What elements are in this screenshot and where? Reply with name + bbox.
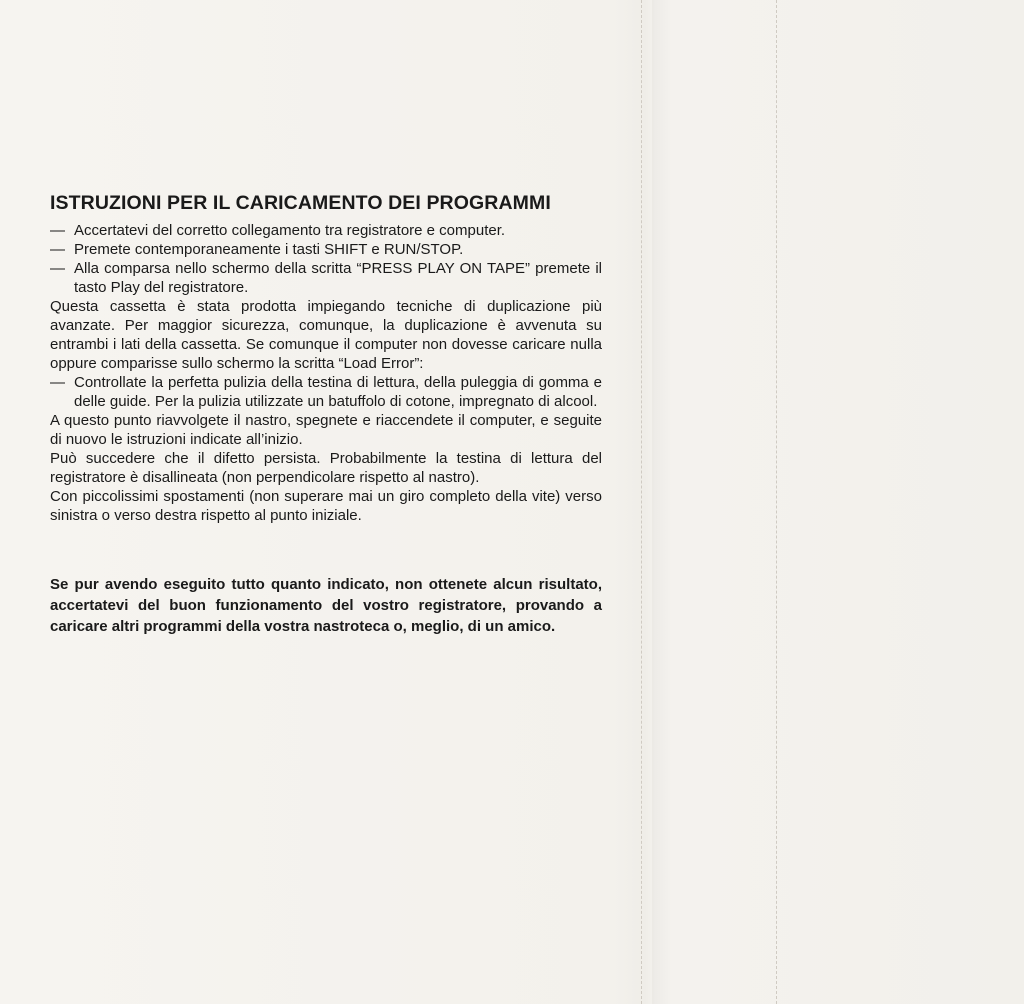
dash-marker: — xyxy=(50,241,65,258)
list-item xyxy=(50,373,602,411)
step-press-play: Alla comparsa nello schermo della scritta “PRESS PLAY ON TAPE” premete il tasto Play del registratore. xyxy=(74,260,602,296)
instructions-panel xyxy=(50,192,602,652)
instructions-heading: ISTRUZIONI PER IL CARICAMENTO DEI PROGRAMMI xyxy=(50,192,551,214)
paragraph-defect: Può succedere che il difetto persista. Probabilmente la testina di lettura del registratore è disallineata (non perpendicolare rispetto al nastro). xyxy=(50,450,602,486)
step-connect: Accertatevi del corretto collegamento tra registratore e computer. xyxy=(74,222,506,239)
step-cleaning: Controllate la perfetta pulizia della testina di lettura, della puleggia di gomma e delle guide. Per la pulizia utilizzate un batuffolo di cotone, impregnato di alcool. xyxy=(74,374,602,410)
paragraph-rewind: A questo punto riavvolgete il nastro, spegnete e riaccendete il computer, e seguite di nuovo le istruzioni indicate all’inizio. xyxy=(50,412,602,448)
fold-line-right xyxy=(776,0,777,1004)
dash-marker: — xyxy=(50,374,65,391)
list-item xyxy=(50,221,602,240)
paragraph-adjust: Con piccolissimi spostamenti (non superare mai un giro completo della vite) verso sinistra o verso destra rispetto al punto iniziale. xyxy=(50,488,602,524)
fold-line-left xyxy=(641,0,642,1004)
step-shift-runstop: Premete contemporaneamente i tasti SHIFT e RUN/STOP. xyxy=(74,241,464,258)
panel-shadow xyxy=(652,0,672,1004)
closing-note: Se pur avendo eseguito tutto quanto indicato, non ottenete alcun risultato, accertatevi del buon funzionamento del vostro registratore, provando a caricare altri programmi della vostra nastroteca o, meglio, di un amico. xyxy=(50,576,602,635)
list-item xyxy=(50,259,602,297)
instructions-body xyxy=(50,221,602,525)
paragraph-duplication: Questa cassetta è stata prodotta impiegando tecniche di duplicazione più avanzate. Per maggior sicurezza, comunque, la duplicazione è avvenuta su entrambi i lati della cassetta. Se comunque il computer non dovesse caricare nulla oppure comparisse sullo schermo la scritta “Load Error”: xyxy=(50,298,602,372)
dash-marker: — xyxy=(50,222,65,239)
list-item xyxy=(50,240,602,259)
dash-marker: — xyxy=(50,260,65,277)
